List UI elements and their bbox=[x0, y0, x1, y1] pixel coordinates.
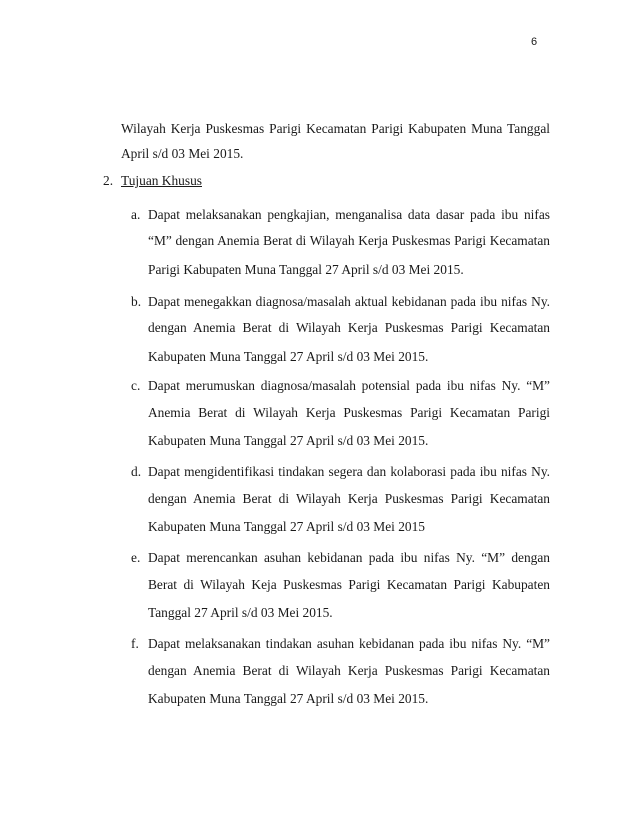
section-number: 2. bbox=[103, 173, 114, 188]
list-item-b-line-1: Dapat menegakkan diagnosa/masalah aktual kebidanan pada ibu nifas Ny. bbox=[148, 294, 550, 309]
list-item-marker-e: e. bbox=[131, 550, 141, 565]
list-item-a-line-3: Parigi Kabupaten Muna Tanggal 27 April s/d 03 Mei 2015. bbox=[148, 262, 464, 277]
list-item-c-line-2: Anemia Berat di Wilayah Kerja Puskesmas Parigi Kecamatan Parigi bbox=[148, 405, 550, 420]
section-title: Tujuan Khusus bbox=[121, 173, 202, 188]
intro-line-2: April s/d 03 Mei 2015. bbox=[121, 146, 244, 161]
intro-line-1: Wilayah Kerja Puskesmas Parigi Kecamatan Parigi Kabupaten Muna Tanggal bbox=[121, 121, 550, 136]
page-number: 6 bbox=[531, 36, 538, 48]
list-item-marker-f: f. bbox=[131, 636, 139, 651]
list-item-a-line-1: Dapat melaksanakan pengkajian, menganalisa data dasar pada ibu nifas bbox=[148, 207, 550, 222]
list-item-marker-c: c. bbox=[131, 378, 141, 393]
list-item-b-line-2: dengan Anemia Berat di Wilayah Kerja Puskesmas Parigi Kecamatan bbox=[148, 320, 550, 335]
list-item-c-line-1: Dapat merumuskan diagnosa/masalah potensial pada ibu nifas Ny. “M” bbox=[148, 378, 550, 393]
list-item-f-line-2: dengan Anemia Berat di Wilayah Kerja Puskesmas Parigi Kecamatan bbox=[148, 663, 550, 678]
list-item-d-line-3: Kabupaten Muna Tanggal 27 April s/d 03 Mei 2015 bbox=[148, 519, 426, 534]
list-item-f-line-3: Kabupaten Muna Tanggal 27 April s/d 03 Mei 2015. bbox=[148, 691, 429, 706]
list-item-e-line-2: Berat di Wilayah Keja Puskesmas Parigi Kecamatan Parigi Kabupaten bbox=[148, 577, 550, 592]
list-item-f-line-1: Dapat melaksanakan tindakan asuhan kebidanan pada ibu nifas Ny. “M” bbox=[148, 636, 550, 651]
list-item-e-line-1: Dapat merencankan asuhan kebidanan pada ibu nifas Ny. “M” dengan bbox=[148, 550, 550, 565]
list-item-b-line-3: Kabupaten Muna Tanggal 27 April s/d 03 Mei 2015. bbox=[148, 349, 429, 364]
list-item-marker-d: d. bbox=[131, 464, 142, 479]
list-item-e-line-3: Tanggal 27 April s/d 03 Mei 2015. bbox=[148, 605, 333, 620]
list-item-c-line-3: Kabupaten Muna Tanggal 27 April s/d 03 Mei 2015. bbox=[148, 433, 429, 448]
list-item-d-line-2: dengan Anemia Berat di Wilayah Kerja Puskesmas Parigi Kecamatan bbox=[148, 491, 550, 506]
list-item-marker-a: a. bbox=[131, 207, 141, 222]
list-item-d-line-1: Dapat mengidentifikasi tindakan segera dan kolaborasi pada ibu nifas Ny. bbox=[148, 464, 550, 479]
list-item-marker-b: b. bbox=[131, 294, 142, 309]
list-item-a-line-2: “M” dengan Anemia Berat di Wilayah Kerja Puskesmas Parigi Kecamatan bbox=[148, 233, 550, 248]
